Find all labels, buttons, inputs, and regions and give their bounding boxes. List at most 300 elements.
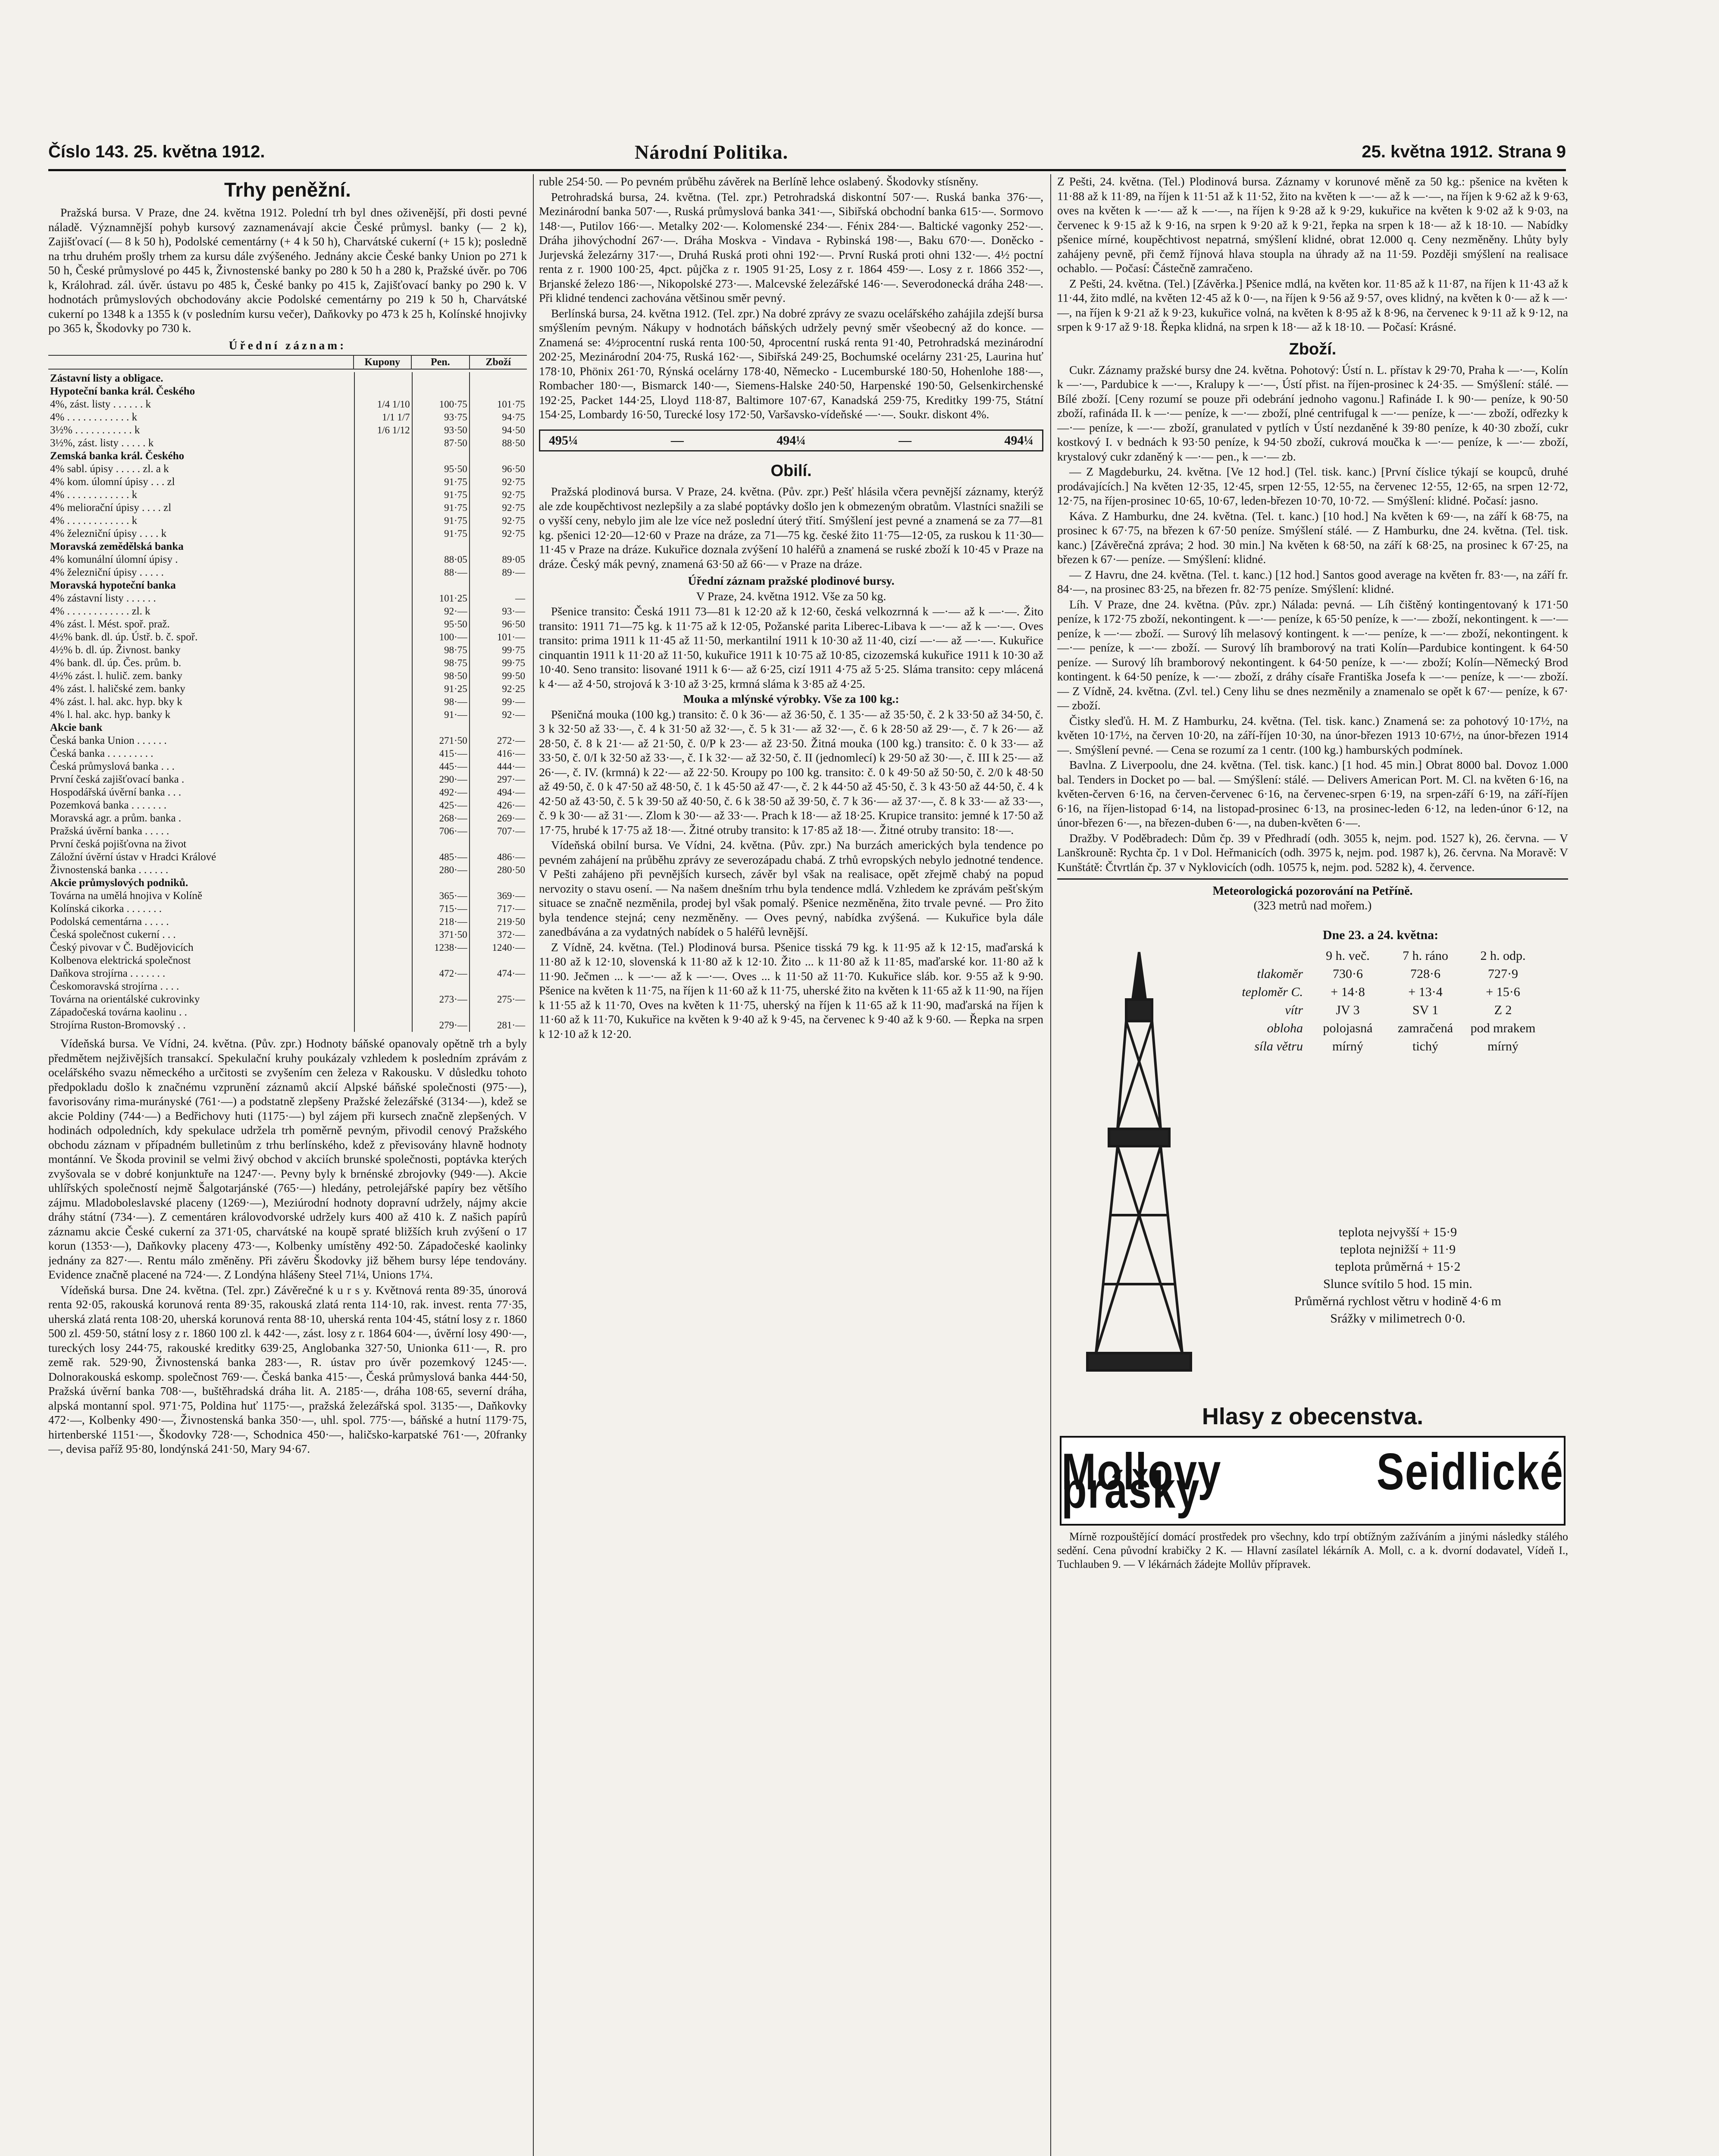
cell-name: 3½%, zást. listy . . . . . k <box>50 437 154 449</box>
article-petersburg-exchange: Petrohradská bursa, 24. května. (Tel. zpr.) Petrohradská diskontní 507·—. Ruská banka 376·—, Mezinárodní banka 507·—, Ruská průmyslová banka 341·—, Sibiřská obchodní banka 615·—. Sormovo 148·—, Putilov 166·—. Metalky 202·—. Kolomenské 234·—. Fénix 284·—. Baltické vagonky 252·—. Dráha jihovýchodní 267·—. Dráha Moskva - Vindava - Rybinská 198·—, Baku 670·—. Doněcko - Jurjevská železárny 317·—, Druhá Ruská proti ohni 192·—. První Ruská proti ohni 132·—. 4½ poctní renta z r. 1900 100·25, 4pct. půjčka z r. 1905 91·25, Losy z r. 1864 459·—. Losy z r. 1866 352·—, Brjanské železo 186·—, Nikopolské 273·—. Malcevské železářské 146·—. Severodonecká dráha 248·—. Při klidné tendenci zachována většinou směr pevný. <box>539 190 1043 304</box>
cell-kupony <box>354 708 412 721</box>
cell-zbozi: 494·— <box>470 786 527 799</box>
cell-kupony <box>354 450 412 463</box>
cell-penize: 280·— <box>412 864 470 877</box>
article-produce-prices: Pšenice transito: Česká 1911 73—81 k 12·20 až k 12·60, česká velkozrnná k —·— až k —·—. Žito transito: 1911 71—75 kg. k 11·75 až k 12·05, Požanské parita Liberec-Libava k —·— až k —·—. Oves transito: prima 1911 k 11·45 až 11·50, merkantilní 1911 k 10·30 až 11·40, cizí —·— až —·—. Kukuřice cinquantin 1911 k 11·20 až 11·50, kukuřice 1911 k 10·75 až 10·85, cizozemská kukuřice 1911 k 10·30 až 10·40. Seno transito: lisované 1911 k 6·— až 6·25, cizí 1911 4·75 až 5·25. Sláma transito: cepy mlácená k 4·— až 4·50, strojová k 3·10 až 3·25, krmná sláma k 3·85 až 4·25. <box>539 605 1043 690</box>
cell-penize: 371·50 <box>412 928 470 941</box>
cell-name: Akcie bank <box>50 722 103 733</box>
table-row <box>48 708 527 721</box>
cell-name: 4%, zást. listy . . . . . . k <box>50 398 151 410</box>
cell-zbozi: 92·25 <box>470 683 527 696</box>
table-group-row <box>48 877 527 890</box>
cell-penize: 98·50 <box>412 670 470 683</box>
column-3 <box>1057 174 1568 2156</box>
cell-zbozi: 92·75 <box>470 476 527 489</box>
article-havre: — Z Havru, dne 24. května. (Tel. t. kanc.) [12 hod.] Santos good average na květen fr. 83·—, na září fr. 84·—, na prosinec 83·25, na březen fr. 82·75 peníze. Smýšlení: klidné. <box>1057 567 1568 595</box>
cell-kupony <box>354 657 412 670</box>
weather-value: SV 1 <box>1412 1003 1439 1017</box>
cell-kupony <box>354 967 412 980</box>
cell-kupony: 1/1 1/7 <box>354 411 412 424</box>
cell-kupony <box>354 553 412 566</box>
cell-name: 4% . . . . . . . . . . . . k <box>50 515 138 526</box>
cell-zbozi <box>470 721 527 734</box>
article-sugar: Cukr. Záznamy pražské bursy dne 24. května. Pohotový: Ústí n. L. přístav k 29·70, Praha k —·—, Kolín k —·—, Pardubice k —·—, Kralupy k —·—, Ústí přist. na říjen-prosinec k 24·35. — Smýšlení: stálé. — Bílé zboží. [Ceny rozumí se pouze při odebrání jednoho vagonu.] Rafináde I. k 90·— peníze, k 90·50 zboží, rafináda II. k —·— peníze, k —·— zboží, plné centrifugal k —·— peníze, k —·— zboží, odřezky k —·— peníze, k —·— zboží, granulated v pytlích v Ústí nezdaněné k 39·80 peníze, k 40·30 zboží, cukr kostkový I. v bednách k 93·50 peníze, k 94·50 zboží, cukrová moučka k —·— peníze, k —·— zboží, krystalový cukr zdaněný k —·— pen., k —·— zb. <box>1057 363 1568 463</box>
exchange-value: 494¼ <box>777 433 806 448</box>
cell-kupony <box>354 476 412 489</box>
ledger-title: Úřední záznam: <box>229 338 347 352</box>
table-row <box>48 825 527 838</box>
cell-zbozi <box>470 838 527 851</box>
cell-zbozi: 96·50 <box>470 463 527 476</box>
cell-penize: 218·— <box>412 915 470 928</box>
cell-zbozi: 1240·— <box>470 941 527 954</box>
cell-kupony <box>354 915 412 928</box>
table-row <box>48 463 527 476</box>
cell-penize <box>412 877 470 890</box>
page-header <box>48 139 1566 169</box>
article-flour-prices: Pšeničná mouka (100 kg.) transito: č. 0 k 36·— až 36·50, č. 1 35·— až 35·50, č. 2 k 33·50 až 34·50, č. 3 k 32·50 až 33·—, č. 4 k 31·50 až 32·—, č. 5 k 31·— až 32·—, č. 6 k 28·50 až 29·—, č. 7 k 26·— až 28·50, č. 8 k 21·— až 21·50, č. 0/P k 23·— až 23·50. Žitná mouka (100 kg.) transito: č. 0 k 33·— až 33·50, č. 0/I k 32·50 až 33·—, č. I k 32·— až 32·50, č. II (jednomlecí) k 29·50 až 30·—, č. III k 25·— až 26·—, č. IV. (krmná) k 22·— až 22·50. Kroupy po 100 kg. transito: č. 0 k 49·50 až 50·50, č. 2/0 k 48·50 až 49·50, č. 0 k 47·50 až 48·50, č. 1 k 45·50 až 47·—, č. 2 k 44·50 až 45·50, č. 3 k 43·50 až 44·50, č. 4 k 42·50 až 43·50, č. 5 k 39·50 až 40·50, č. 6 k 38·50 až 39·50, č. 7 k 36·— až 37·—, č. 8 k 33·— až 33·—, č. 9 k 30·— až 31·—. Zlom k 30·— až 33·—. Prach k 18·— až 18·25. Krupice transito: jemné k 17·50 až 17·75, hrubé k 17·75 až 18·—. Žitné otruby transito: k 17·85 až 18·—. Žitné otruby transito: 18·—. <box>539 707 1043 837</box>
cell-name: 4% sabl. úpisy . . . . . zl. a k <box>50 463 169 475</box>
cell-zbozi: 92·75 <box>470 489 527 501</box>
column-divider <box>533 174 534 2156</box>
table-row <box>48 553 527 566</box>
cell-penize: 365·— <box>412 890 470 903</box>
table-group-row <box>48 721 527 734</box>
cell-zbozi: 707·— <box>470 825 527 838</box>
weather-row-label: tlakoměr <box>1257 967 1303 981</box>
cell-name: 4% kom. úlomní úpisy . . . zl <box>50 476 175 488</box>
cell-zbozi <box>470 980 527 993</box>
article-vienna-exchange: Vídeňská bursa. Ve Vídni, 24. května. (Pův. zpr.) Hodnoty báňské opanovaly opětně trh a byly předmětem nejživějších transakcí. Spekulační kruhy poukázaly vzhledem k posledním zprávám z ocelářského svazu německého a určitosti se zvyšením cen železa v Rakousku. V důsledku tohoto předpokladu došlo k značnému vzprunění záznamů akcií Alpské báňské společnosti (975·—), favorisovány rima-murányské (761·—) a podstatně zlepšeny Pražské železářské (3134·—), kdež se akcie Poldiny (744·—) a Bedřichovy huti (1175·—) byl zájem při kursech značně zlepšených. V hodinách odpoledních, kdy spekulace udržela trh poměrně pevným, přivodil cenový Pražského obchodu záznam v případném bulletinům z trhu berlínského, kdež z převisovány hlavně hodnoty montánní. Ve Škoda provinil se velmi živý obchod v akciích brunské společnosti, poptávka kterých zvyšovala se v dobré konjunktuře na 1247·—. Pevny byly k brnénské zbrojovky (949·—). Akcie uhlířských společností nejmě Šalgotarjánské (765·—) hledány, petrolejářské papíry bez většího zájmu. Mladoboleslavské placeny (1269·—), Meziúrodní hodnoty dopravní udržely, nájmy akcie dráhy státní (734·—). Z cementáren královodvorské udržely kurs 400 až 410 k. Z našich papírů záznamu akcie České cukerní za 371·05, charvátské na koupě spraté bližších kruh zvýšení o 17 korun (1353·—), Daňkovky placeny 473·—, Kolbenky umístěny 492·50. Západočeské kaolinky jednány za 827·—. Rentu málo změněny. Při závěru Škodovky již během bursy lépe tendovány. Evidence značně placené na 724·—. Z Londýna hlášeny Steel 71¼, Unions 17¼. <box>48 1037 527 1281</box>
cell-penize: 91·75 <box>412 489 470 501</box>
cell-penize: 271·50 <box>412 734 470 747</box>
cell-zbozi <box>470 372 527 385</box>
cell-zbozi: 94·75 <box>470 411 527 424</box>
cell-zbozi <box>470 1006 527 1019</box>
table-row <box>48 941 527 954</box>
cell-kupony <box>354 437 412 450</box>
cell-name: 4% komunální úlomní úpisy . <box>50 554 178 565</box>
cell-zbozi <box>470 450 527 463</box>
cell-penize: 715·— <box>412 903 470 915</box>
cell-name: Česká společnost cukerní . . . <box>50 929 176 940</box>
weather-note-line: Průměrná rychlost větru v hodině 4·6 m <box>1294 1294 1501 1308</box>
cell-kupony <box>354 760 412 773</box>
cell-zbozi: 92·— <box>470 708 527 721</box>
cell-zbozi: 99·50 <box>470 670 527 683</box>
table-row <box>48 890 527 903</box>
advertisement-banner <box>1060 1436 1566 1526</box>
cell-kupony <box>354 514 412 527</box>
table-row <box>48 501 527 514</box>
table-row <box>48 437 527 450</box>
weather-value: mírný <box>1332 1039 1363 1053</box>
ledger-header-zbozi: Zboží <box>469 356 527 369</box>
cell-name: Daňkova strojírna . . . . . . . <box>50 968 166 979</box>
cell-kupony <box>354 838 412 851</box>
cell-penize: 91·— <box>412 708 470 721</box>
exchange-value: 495¼ <box>549 433 578 448</box>
cell-penize <box>412 540 470 553</box>
flour-title: Mouka a mlýnské výrobky. Vše za 100 kg.: <box>683 692 899 705</box>
table-row <box>48 618 527 631</box>
cell-zbozi: 89·— <box>470 566 527 579</box>
cell-penize: 100·75 <box>412 398 470 411</box>
article-vienna-grain: Vídeňská obilní bursa. Ve Vídni, 24. května. (Pův. zpr.) Na burzách amerických byla tendence po pevném zahájení na průběhu zprávy ze severozápadu chabá. Z trhů evropských nebylo jednotné tendence. V Pešti zahájeno při pevnějších kursech, závěr byl však na realisace, opět zřejmě chabý na popud nervozity o stavu osení. — Na našem dnešním trhu byla tendence mdlá. Vzhledem ke zprávám pešťským situace se značně nezměnila, prodej byl však pomalý. Pšenice nezměněna, žito trvale pevné. — Pro žito byla tendence stejná; ceny nezměněny. — Oves pevný, nabídka zvýšená. — Kukuřice byla dále zanedbávána a za vydatných nabídek o 5 haléřů levnější. <box>539 838 1043 938</box>
cell-kupony <box>354 941 412 954</box>
issue-number: Číslo 143. 25. května 1912. <box>48 142 265 161</box>
cell-name: Zemská banka král. Českého <box>50 450 185 462</box>
table-row <box>48 644 527 657</box>
cell-penize: 98·— <box>412 696 470 708</box>
cell-zbozi <box>470 954 527 967</box>
table-row <box>48 657 527 670</box>
table-row <box>48 1006 527 1019</box>
weather-row-label: teploměr C. <box>1242 985 1303 999</box>
table-row <box>48 967 527 980</box>
table-row <box>48 799 527 812</box>
cell-penize: 445·— <box>412 760 470 773</box>
column-divider <box>1050 174 1051 2156</box>
cell-name: První česká zajišťovací banka . <box>50 774 185 785</box>
cell-zbozi <box>470 579 527 592</box>
table-row <box>48 696 527 708</box>
cell-kupony <box>354 579 412 592</box>
cell-name: Západočeská továrna kaolinu . . <box>50 1006 187 1018</box>
table-row <box>48 812 527 825</box>
table-row <box>48 514 527 527</box>
cell-penize: 91·75 <box>412 527 470 540</box>
table-row <box>48 1019 527 1032</box>
weather-note-line: teplota průměrná + 15·2 <box>1335 1260 1461 1274</box>
weather-row <box>1195 965 1566 983</box>
cell-zbozi: 88·50 <box>470 437 527 450</box>
cell-name: Strojírna Ruston-Bromovský . . <box>50 1019 186 1031</box>
cell-penize: 706·— <box>412 825 470 838</box>
weather-row <box>1195 1037 1566 1056</box>
cell-zbozi: 101·— <box>470 631 527 644</box>
cell-name: 4% . . . . . . . . . . . . k <box>50 489 138 501</box>
cell-zbozi: 372·— <box>470 928 527 941</box>
weather-date: Dne 23. a 24. května: <box>1322 928 1439 942</box>
cell-penize <box>412 838 470 851</box>
column-2 <box>539 174 1043 2156</box>
cell-kupony <box>354 501 412 514</box>
masthead-title: Národní Politika. <box>635 141 789 163</box>
cell-penize: 485·— <box>412 851 470 864</box>
article-vienna-closing: Vídeňská bursa. Dne 24. května. (Tel. zpr.) Závěrečné k u r s y. Květnová renta 89·35, únorová renta 92·05, rakouská korunová renta 89·35, rakouská zlatá renta 114·10, rak. invest. renta 77·35, uherská zlatá renta 108·20, uherská korunová renta 88·10, uherská renta 104·45, státní losy z r. 1860 500 zl. 459·50, státní losy z r. 1860 100 zl. k 442·—, zást. losy z r. 1864 604·—, úvěrní losy 490·—, tureckých losy 244·75, rakouské kreditky 639·25, Anglobanka 327·50, Unionka 611·—, R. pro země rak. 529·90, Živnostenská banka 283·—, R. ústav pro úvěr pozemkový 1245·—. Dolnorakouská eskomp. společnost 769·—. Česká banka 415·—, Česká průmyslová banka 444·50, Pražská úvěrní banka 708·—, buštěhradská dráha lit. A. 2185·—, dráha 108·65, severní dráha, alpská montanní spol. 971·75, Poldina huť 1175·—, pražská železářská spol. 3135·—, Daňkovky 472·—, Kolbenky 490·—, Živnostenská banka 350·—, uhl. spol. 775·—, báňské a hutní 1179·75, hirtenberské 1151·—, Škodovky 728·—, Schodnica 450·—, haličsko-karpatské 761·—, 20franky —, devisa paříž 95·80, londýnská 241·50, Mary 94·67. <box>48 1283 527 1455</box>
section-title-public-voices: Hlasy z obecenstva. <box>1202 1404 1424 1429</box>
cell-name: Moravská agr. a prům. banka . <box>50 812 182 824</box>
cell-name: Akcie průmyslových podniků. <box>50 877 188 889</box>
table-row <box>48 527 527 540</box>
cell-kupony <box>354 592 412 605</box>
ledger-header-spacer <box>48 356 353 369</box>
cell-kupony <box>354 799 412 812</box>
weather-row-label: vítr <box>1285 1003 1303 1017</box>
cell-penize: 93·75 <box>412 411 470 424</box>
cell-penize: 91·75 <box>412 514 470 527</box>
cell-penize: 1238·— <box>412 941 470 954</box>
weather-rows <box>1195 965 1566 1056</box>
ad-headline: Mollovy Seidlické prášky <box>1061 1442 1564 1519</box>
table-row <box>48 838 527 851</box>
cell-penize: 91·75 <box>412 501 470 514</box>
table-row <box>48 915 527 928</box>
cell-penize: 98·75 <box>412 657 470 670</box>
cell-penize: 472·— <box>412 967 470 980</box>
cell-kupony <box>354 903 412 915</box>
cell-zbozi: — <box>470 592 527 605</box>
cell-penize: 87·50 <box>412 437 470 450</box>
cell-zbozi: 486·— <box>470 851 527 864</box>
cell-penize: 88·05 <box>412 553 470 566</box>
section-title-grain: Obilí. <box>770 462 812 480</box>
weather-value: 730·6 <box>1333 967 1363 981</box>
cell-name: 3½% . . . . . . . . . . . k <box>50 424 140 436</box>
table-row <box>48 864 527 877</box>
cell-zbozi: 92·75 <box>470 527 527 540</box>
ledger-header-penize: Pen. <box>411 356 469 369</box>
cell-penize: 415·— <box>412 747 470 760</box>
weather-row-label: obloha <box>1267 1021 1303 1035</box>
securities-table <box>48 372 527 1032</box>
cell-zbozi: 219·50 <box>470 915 527 928</box>
article-auctions: Dražby. V Poděbradech: Dům čp. 39 v Předhradí (odh. 3055 k, nejm. pod. 1527 k), 26. června. — V Lanškrouně: Rychta čp. 1 v Dol. Heřmanicích (odh. 3975 k, nejm. pod. 1987 k), 26. června. Na Moravě: V Kunštátě: Čtvrtlán čp. 37 v Nyklovicích (odh. 10575 k, nejm. pod. 5282 k), 4. července. <box>1057 831 1568 874</box>
cell-penize: 95·50 <box>412 618 470 631</box>
article-coffee: Káva. Z Hamburku, dne 24. května. (Tel. t. kanc.) [10 hod.] Na květen k 69·—, na září k 68·75, na prosinec k 67·75, na březen k 67·50 peníze. Smýšlení stálé. — Z Hamburku, dne 24. května. (Tel. tisk. kanc.) [Závěrečná zpráva; 2 hod. 30 min.] Na květen k 68·50, na září k 68·25, na prosinec k 67·25, na březen k 67·— peníze. — Smýšlení: klidné. <box>1057 509 1568 566</box>
article-cotton: Bavlna. Z Liverpoolu, dne 24. května. (Tel. tisk. kanc.) [1 hod. 45 min.] Obrat 8000 bal. Dovoz 1.000 bal. Tenders in Docket po — bal. — Smýšlení: stálé. — Delivers American Port. M. Cl. na květen 6·16, na květen-červen 6·16, na červen-červenec 6·16, na červenec-srpen 6·19, na srpen-září 6·19, na září-říjen 6·16, na říjen-listopad 6·14, na listopad-prosinec 6·13, na prosinec-leden 6·12, na leden-únor 6·12, na únor-březen 6·—, na březen-duben 6·—, na duben-květen 6·—. <box>1057 758 1568 829</box>
cell-name: Továrna na orientálské cukrovinky <box>50 993 200 1005</box>
ledger-header-kupony: Kupony <box>353 356 411 369</box>
cell-name: Moravská zemědělská banka <box>50 541 184 552</box>
cell-zbozi: 444·— <box>470 760 527 773</box>
cell-kupony <box>354 773 412 786</box>
table-row <box>48 734 527 747</box>
table-row <box>48 773 527 786</box>
table-row <box>48 683 527 696</box>
cell-kupony <box>354 1006 412 1019</box>
table-row <box>48 566 527 579</box>
cell-kupony <box>354 812 412 825</box>
article-berlin-exchange: Berlínská bursa, 24. května 1912. (Tel. zpr.) Na dobré zprávy ze svazu ocelářského zahájila zdejší bursa smýšlením pevným. Nákupy v hodnotách báňských udržely pevný směr všeobecný až do konce. — Znamená se: 4½procentní ruská renta 100·50, 4procentní ruská renta 91·40, Petrohradská mezinárodní 202·25, Mezinárodní 204·75, Ruská 162·—, Sibiřská 249·25, Bochumské ocelárny 231·25, Laurina huť 178·10, Phönix 261·70, Rýnská ocelárny 178·40, Německo - Lucemburské 180·50, Hohenlohe 188·—, Rombacher 180·—, Bismarck 140·—, Siemens-Halske 240·50, Harpenské 190·50, Gelsenkirchenské 192·25, Packet 144·25, Lloyd 118·87, Baltimore 107·67, Kanadská 259·75, Kreditky 199·75, Státní 154·25, Lombardy 16·50, Turecké losy 172·50, Varšavsko-vídeňské —·—. Soukr. diskont 4%. <box>539 306 1043 421</box>
cell-penize: 100·— <box>412 631 470 644</box>
table-row <box>48 980 527 993</box>
cell-kupony <box>354 644 412 657</box>
weather-value: JV 3 <box>1336 1003 1360 1017</box>
cell-kupony <box>354 631 412 644</box>
cell-zbozi: 96·50 <box>470 618 527 631</box>
table-group-row <box>48 385 527 398</box>
cell-penize: 95·50 <box>412 463 470 476</box>
cell-kupony <box>354 527 412 540</box>
official-record-title: Úřední záznam pražské plodinové bursy. <box>688 574 895 587</box>
cell-kupony <box>354 928 412 941</box>
cell-penize <box>412 372 470 385</box>
cell-kupony <box>354 851 412 864</box>
cell-name: Podolská cementárna . . . . . <box>50 916 169 928</box>
cell-zbozi: 717·— <box>470 903 527 915</box>
table-row <box>48 851 527 864</box>
cell-zbozi: 474·— <box>470 967 527 980</box>
cell-kupony <box>354 877 412 890</box>
cell-name: Zástavní listy a obligace. <box>50 373 163 384</box>
cell-zbozi: 369·— <box>470 890 527 903</box>
cell-name: 4% . . . . . . . . . . . . k <box>50 411 138 423</box>
cell-penize: 91·75 <box>412 476 470 489</box>
cell-zbozi: 281·— <box>470 1019 527 1032</box>
cell-name: 4% meliorační úpisy . . . . zl <box>50 502 172 514</box>
cell-name: Hospodářská úvěrní banka . . . <box>50 787 182 798</box>
weather-value: + 14·8 <box>1331 985 1365 999</box>
cell-name: Českomoravská strojírna . . . . <box>50 981 179 992</box>
cell-name: Pozemková banka . . . . . . . <box>50 799 167 811</box>
exchange-value: — <box>899 433 912 448</box>
cell-kupony <box>354 890 412 903</box>
cell-penize: 93·50 <box>412 424 470 437</box>
table-group-row <box>48 450 527 463</box>
cell-penize: 268·— <box>412 812 470 825</box>
cell-zbozi: 93·— <box>470 605 527 618</box>
table-row <box>48 398 527 411</box>
cell-kupony <box>354 1019 412 1032</box>
cell-kupony <box>354 566 412 579</box>
table-group-row <box>48 372 527 385</box>
article-magdeburg: — Z Magdeburku, 24. května. [Ve 12 hod.] (Tel. tisk. kanc.) [První číslice týkají se koupců, druhé prodávajících.] Na květen 12·35, 12·45, srpen 12·55, 12·55, na červenec 12·55, 12·65, na srpen 12·72, 12·75, na říjen-prosinec 10·65, 10·67, leden-březen 10·70, 10·72. — Smýšlení: klidné. Počasí: jasno. <box>1057 465 1568 507</box>
cell-name: První česká pojišťovna na život <box>50 838 187 850</box>
cell-name: 4½% zást. l. hulič. zem. banky <box>50 670 182 682</box>
cell-penize: 279·— <box>412 1019 470 1032</box>
weather-value: + 15·6 <box>1486 985 1520 999</box>
cell-kupony <box>354 954 412 967</box>
table-row <box>48 424 527 437</box>
cell-name: 4% zástavní listy . . . . . . <box>50 592 156 604</box>
weather-note-line: teplota nejvyšší + 15·9 <box>1338 1225 1457 1239</box>
weather-value: Z 2 <box>1494 1003 1512 1017</box>
cell-name: Kolínská cikorka . . . . . . . <box>50 903 162 915</box>
table-row <box>48 786 527 799</box>
weather-col-time: 7 h. ráno <box>1403 949 1448 963</box>
article-pest-closing: Z Pešti, 24. května. (Tel.) [Závěrka.] Pšenice mdlá, na květen kor. 11·85 až k 11·87, na říjen k 11·43 až k 11·44, žito mdlé, na květen 12·45 až k 0·—, na říjen k 9·56 až 9·57, oves klidný, na květen k 0·— až k —·—, na říjen k 9·21 až k 9·23, kukuřice volná, na květen k 8·95 až k 8·96, na červenec k 9·11 až k 9·12, na srpen k 9·17 až 9·18. Řepka klidná, na srpen k 18·— až k 18·10. — Počasí: Krásné. <box>1057 276 1568 333</box>
cell-penize <box>412 579 470 592</box>
cell-penize: 101·25 <box>412 592 470 605</box>
weather-row <box>1195 983 1566 1001</box>
table-row <box>48 954 527 967</box>
weather-block <box>1057 913 1568 1396</box>
weather-col-time: 9 h. več. <box>1326 949 1370 963</box>
weather-value: polojasná <box>1323 1021 1373 1035</box>
weather-value: mírný <box>1487 1039 1519 1053</box>
weather-separator <box>1057 878 1568 880</box>
cell-penize <box>412 450 470 463</box>
weather-value: zamračená <box>1397 1021 1453 1035</box>
cell-zbozi: 269·— <box>470 812 527 825</box>
weather-note-line: Srážky v milimetrech 0·0. <box>1330 1311 1465 1326</box>
cell-name: 4% zást. l. hal. akc. hyp. bky k <box>50 696 182 708</box>
cell-name: 4% l. hal. akc. hyp. banky k <box>50 709 171 721</box>
cell-zbozi: 99·— <box>470 696 527 708</box>
column-1 <box>48 174 527 2156</box>
weather-row <box>1195 1019 1566 1037</box>
weather-title: Meteorologická pozorování na Petříně. <box>1212 884 1413 898</box>
cell-kupony <box>354 696 412 708</box>
cell-name: Kolbenova elektrická společnost <box>50 955 191 966</box>
cell-kupony <box>354 786 412 799</box>
cell-name: 4% zást. l. haličské zem. banky <box>50 683 185 695</box>
date-page-number: 25. května 1912. Strana 9 <box>1362 142 1566 161</box>
cell-penize: 92·— <box>412 605 470 618</box>
table-row <box>48 760 527 773</box>
cell-kupony <box>354 825 412 838</box>
weather-notes <box>1230 1224 1566 1327</box>
cell-kupony <box>354 463 412 476</box>
table-row <box>48 670 527 683</box>
cell-zbozi: 92·75 <box>470 514 527 527</box>
cell-penize: 91·25 <box>412 683 470 696</box>
article-prague-exchange: Pražská bursa. V Praze, dne 24. května 1912. Polední trh byl dnes oživenější, při dosti pevné náladě. Významnější pohyb kursový zaznamenávají akcie České průmysl. banky (— 2 k), Zajišťovací (— 8 k 50 h), Podolské cementárny (+ 4 k 50 h), Charvátské cukerní (+ 15 k); posledně na trhu druhém prošly trhem za kursu dále zvýšeného. Jednány akcie České banky Union po 271 k 50 h, České průmyslové po 445 k, Živnostenské banky po 280 k 50 h a 280 k, Pražské úvěr. po 706 k, Králohrad. zál. úvěr. ústavu po 485 k, České banky po 415 k, Zajišťovací banky po 290 k. V hodnotách průmyslových obchodovány akcie Podolské cementárny po 219 k 50 h, Charvátské cukerní po 1348 k a 1355 k (v posledním kursu večer), Daňkovky po 473 k 25 h, Kolínské hnojivky po 365 k, Škodovky po 730 k. <box>48 206 527 335</box>
weather-col-time: 2 h. odp. <box>1480 949 1526 963</box>
cell-name: Česká banka . . . . . . . . . <box>50 748 153 759</box>
cell-kupony: 1/4 1/10 <box>354 398 412 411</box>
weather-note-line: Slunce svítilo 5 hod. 15 min. <box>1323 1277 1472 1291</box>
cell-name: 4% . . . . . . . . . . . . zl. k <box>50 605 150 617</box>
table-row <box>48 631 527 644</box>
cell-zbozi: 99·75 <box>470 657 527 670</box>
weather-value: + 13·4 <box>1408 985 1443 999</box>
table-group-row <box>48 579 527 592</box>
weather-col-header <box>1195 947 1566 965</box>
cell-penize: 98·75 <box>412 644 470 657</box>
cell-penize <box>412 980 470 993</box>
article-herring: Čistky sleďů. H. M. Z Hamburku, 24. května. (Tel. tisk. kanc.) Znamená se: za pohotový 10·17½, na květen 10·17½, na červen 10·20, na září-říjen 10·30, na únor-březen 1913 10·67½, na únor-březen 1914 —. Smýšlení pevné. — Cena se rozumí za 1 centr. (100 kg.) hamburských podmínek. <box>1057 714 1568 756</box>
section-title-money-markets: Trhy peněžní. <box>224 179 351 201</box>
ad-body-text: Mírně rozpouštějící domácí prostředek pro všechny, kdo trpí obtížným zažíváním a jinými následky stálého sedění. Cena původní krabičky 2 K. — Hlavní zasílatel lékárník A. Moll, c. a k. dvorní dodavatel, Vídeň I., Tuchlauben 9. — V lékárnách žádejte Mollův přípravek. <box>1057 1530 1568 1570</box>
cell-kupony <box>354 540 412 553</box>
cell-kupony <box>354 372 412 385</box>
cell-penize <box>412 1006 470 1019</box>
cell-kupony <box>354 385 412 398</box>
weather-value: 727·9 <box>1488 967 1518 981</box>
weather-row-label: síla větru <box>1254 1039 1303 1053</box>
cell-name: 4% zást. l. Mést. spoř. praž. <box>50 618 170 630</box>
cell-kupony <box>354 670 412 683</box>
table-row <box>48 747 527 760</box>
exchange-rate-box <box>539 429 1043 452</box>
cell-zbozi <box>470 540 527 553</box>
cell-zbozi: 280·50 <box>470 864 527 877</box>
table-row <box>48 993 527 1006</box>
cell-penize <box>412 954 470 967</box>
cell-zbozi: 101·75 <box>470 398 527 411</box>
cell-kupony <box>354 605 412 618</box>
table-row <box>48 476 527 489</box>
cell-name: Český pivovar v Č. Budějovicích <box>50 942 194 953</box>
table-row <box>48 903 527 915</box>
cell-penize: 492·— <box>412 786 470 799</box>
cell-name: Česká banka Union . . . . . . <box>50 735 167 746</box>
weather-value: pod mrakem <box>1470 1021 1536 1035</box>
cell-kupony <box>354 683 412 696</box>
weather-label-spacer <box>1195 947 1309 965</box>
cell-name: 4½% bank. dl. úp. Ústř. b. č. spoř. <box>50 631 198 643</box>
exchange-value: — <box>670 433 684 448</box>
table-row <box>48 592 527 605</box>
petrin-tower-illustration <box>1074 948 1204 1379</box>
table-row <box>48 411 527 424</box>
table-group-row <box>48 540 527 553</box>
cell-name: Moravská hypoteční banka <box>50 580 176 591</box>
cell-name: 4% železniční úpisy . . . . . <box>50 567 164 578</box>
